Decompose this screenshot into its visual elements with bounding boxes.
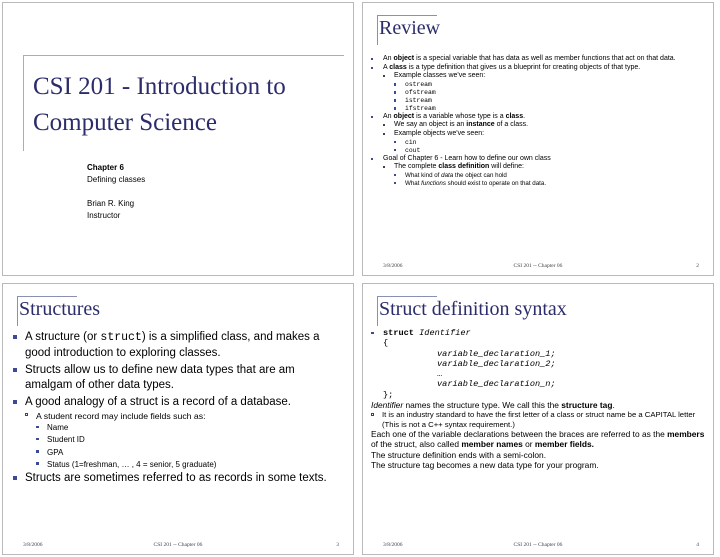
slide-title: Structures [19, 298, 101, 320]
slide-number: 2 [696, 263, 699, 269]
slide-number: 4 [696, 542, 699, 548]
list-item: What kind of data the object can hold [394, 172, 701, 180]
title-rule [377, 296, 437, 297]
footer-date: 3/8/2006 [23, 542, 43, 548]
list-item: An object is a variable whose type is a class. We say an object is an instance of a class. Example objects we've seen: cin cout [371, 113, 701, 155]
list-item: ostream [394, 81, 701, 89]
slide-4-struct-syntax [362, 283, 714, 555]
title-line-1: CSI 201 - Introduction to [33, 73, 286, 100]
list-item: Name [36, 422, 338, 434]
title-line-2: Computer Science [33, 109, 217, 136]
list-item: cout [394, 147, 701, 155]
list-item: A good analogy of a struct is a record of a database. A student record may include fields such as: Name Student ID GPA Status (1=freshman, … , 4 = senior, 5 graduate) [13, 395, 338, 471]
list-item: A class is a type definition that gives us a blueprint for creating objects of that type. Example classes we've seen: ostream ofstream istream ifstream [371, 64, 701, 113]
list-item: GPA [36, 447, 338, 459]
presentation-title [33, 69, 286, 141]
code-block: struct Identifier { variable_declaration_1; variable_declaration_2; … variable_declaration_n; }; [371, 328, 706, 400]
list-item: Structs are sometimes referred to as records in some texts. [13, 471, 338, 486]
subtitle: Defining classes [87, 175, 146, 184]
list-item: cin [394, 139, 701, 147]
code-keyword: struct [383, 328, 414, 338]
title-rule [17, 296, 77, 297]
list-item: Example objects we've seen: cin cout [383, 130, 701, 155]
list-item: An object is a special variable that has data as well as member functions that act on that data. [371, 55, 701, 64]
author: Brian R. King [87, 199, 135, 208]
slide-title: Struct definition syntax [379, 298, 567, 320]
list-item: Identifier names the structure type. We call this the structure tag. It is an industry standard to have the first letter of a class or struct name be a CAPITAL letter (This is not a C++ syntax requirement.) [362, 400, 706, 429]
list-item: Each one of the variable declarations between the braces are referred to as the members of the struct, also called member names or member fields. [362, 429, 706, 449]
list-item: istream [394, 97, 701, 105]
slide-body [371, 328, 706, 470]
title-rule-vertical [377, 296, 378, 326]
list-item: The complete class definition will define: What kind of data the object can hold What functions should exist to operate on that data. [383, 163, 701, 188]
slide-body [13, 330, 338, 486]
slide-body [371, 55, 701, 188]
title-info [87, 162, 145, 222]
chapter-label: Chapter 6 [87, 163, 124, 172]
title-rule-vertical [17, 296, 18, 326]
list-item: The structure tag becomes a new data type for your program. [362, 460, 706, 470]
role: Instructor [87, 211, 121, 220]
list-item: Student ID [36, 434, 338, 446]
list-item: Example classes we've seen: ostream ofstream istream ifstream [383, 72, 701, 113]
list-item: Goal of Chapter 6 - Learn how to define our own class The complete class definition will define: What kind of data the object can hold What functions should exist to operate on that data. [371, 155, 701, 188]
footer-course: CSI 201 -- Chapter 06 [513, 542, 563, 548]
slide-2-review [362, 2, 714, 276]
list-item: The structure definition ends with a semi-colon. [362, 450, 706, 460]
slide-1-title [2, 2, 354, 276]
slide-3-structures [2, 283, 354, 555]
footer-date: 3/8/2006 [383, 263, 403, 269]
footer-date: 3/8/2006 [383, 542, 403, 548]
title-rule-vertical [377, 15, 378, 45]
list-item: Status (1=freshman, … , 4 = senior, 5 graduate) [36, 459, 338, 471]
list-item: A structure (or struct) is a simplified class, and makes a good introduction to exploring classes. [13, 330, 338, 360]
list-item: ifstream [394, 105, 701, 113]
list-item: ofstream [394, 89, 701, 97]
code-identifier: Identifier [419, 328, 471, 338]
list-item: A student record may include fields such as: Name Student ID GPA Status (1=freshman, … , 4 = senior, 5 graduate) [25, 410, 338, 471]
slide-title: Review [379, 17, 441, 39]
list-item: We say an object is an instance of a class. [383, 121, 701, 130]
list-item: It is an industry standard to have the first letter of a class or struct name be a CAPITAL letter (This is not a C++ syntax requirement.) [371, 410, 706, 429]
list-item: What functions should exist to operate on that data. [394, 180, 701, 188]
footer-course: CSI 201 -- Chapter 06 [513, 263, 563, 269]
title-rule [377, 15, 437, 16]
list-item: Structs allow us to define new data types that are am amalgam of other data types. [13, 363, 338, 392]
slide-number: 3 [336, 542, 339, 548]
footer-course: CSI 201 -- Chapter 06 [153, 542, 203, 548]
